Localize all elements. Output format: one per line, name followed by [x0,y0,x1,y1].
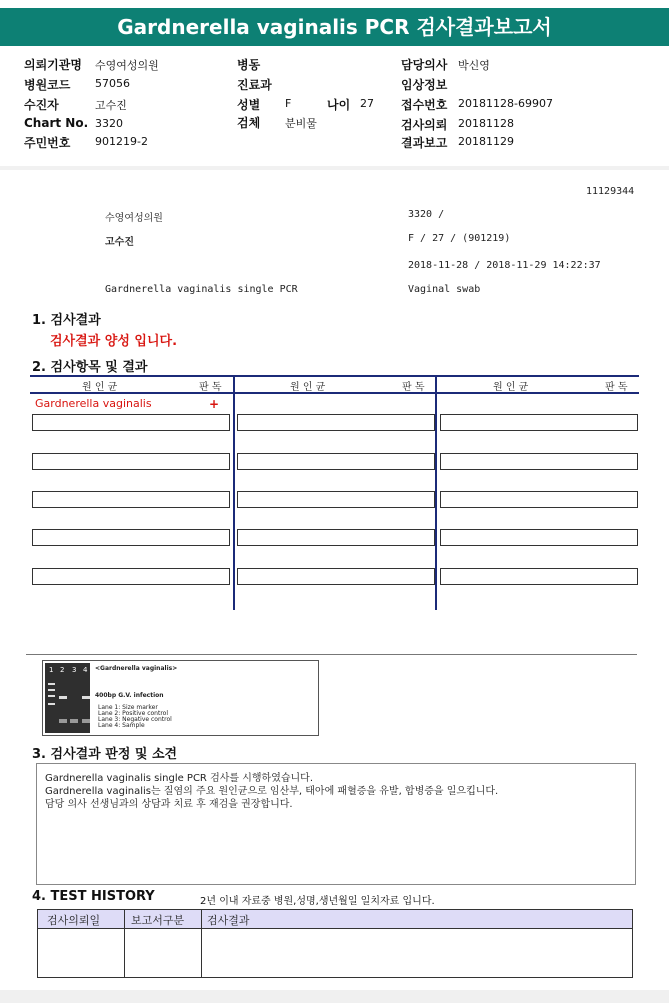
header-separator [0,166,669,170]
result-box [32,491,230,508]
gel-legend: Lane 4: Sample [98,722,145,729]
opinion-line: Gardnerella vaginalis는 질염의 주요 원인균으로 임산부, 태아에 패혈증을 유발, 합병증을 일으킵니다. [45,786,499,797]
test-history-table [37,909,633,978]
result-box [440,568,638,585]
lane-label: 1 [49,666,54,674]
report-clinic: 수영여성의원 [105,213,163,224]
column-divider-1 [233,375,235,610]
gel-legend: Lane 1: Size marker [98,704,158,711]
column-divider-2 [435,375,437,610]
report-test-name: Gardnerella vaginalis single PCR [105,284,298,295]
result-box [32,414,230,431]
gel-band [70,719,78,723]
value-specimen: 분비물 [285,117,317,130]
table-header-rule [30,392,639,394]
lane-label: 3 [72,666,77,674]
opinion-box [36,763,636,885]
value-request-date: 20181128 [458,117,514,130]
report-sex-age: F / 27 / (901219) [408,233,511,244]
history-note: 2년 이내 자료중 병원,성명,생년월일 일치자료 입니다. [200,896,435,907]
label-hospital-code: 병원코드 [24,78,71,92]
result-box [237,491,435,508]
result-box [440,453,638,470]
gel-band [48,695,55,697]
history-column-divider [201,910,202,977]
value-hospital-code: 57056 [95,77,130,90]
gel-legend: Lane 3: Negative control [98,716,172,723]
section4-heading: 4. TEST HISTORY [32,889,155,904]
col-pathogen-2: 원 인 균 [290,382,326,393]
result-box [237,414,435,431]
organism-judgement: + [209,397,220,411]
label-chart-no: Chart No. [24,116,89,130]
gel-title: <Gardnerella vaginalis> [95,665,178,672]
result-box [440,529,638,546]
value-age: 27 [360,97,374,110]
gel-band-label: 400bp G.V. infection [95,692,164,699]
gel-band [48,683,55,685]
history-header-row [38,910,632,929]
result-box [32,568,230,585]
label-clinical-info: 임상정보 [401,78,448,92]
report-patient: 고수진 [105,237,134,248]
label-ward: 병동 [237,58,261,72]
gel-electrophoresis-image [42,660,319,736]
history-col-request-date: 검사의뢰일 [47,914,101,927]
gel-legend: Lane 2: Positive control [98,710,169,717]
gel-band [48,689,55,691]
gel-band [59,719,67,723]
result-positive-text: 검사결과 양성 입니다. [50,334,178,349]
col-pathogen-3: 원 인 균 [493,382,529,393]
label-request-date: 검사의뢰 [401,118,448,132]
value-report-date: 20181129 [458,135,514,148]
col-pathogen-1: 원 인 균 [82,382,118,393]
label-institution: 의뢰기관명 [24,58,82,72]
gel-band [59,696,67,699]
gel-band [48,703,55,705]
section2-heading: 2. 검사항목 및 결과 [32,360,148,375]
label-receipt-no: 접수번호 [401,98,448,112]
value-chart-no: 3320 [95,117,123,130]
result-box [32,529,230,546]
value-doctor: 박신영 [458,59,490,72]
report-header [0,50,669,167]
history-column-divider [124,910,125,977]
gel-band [82,696,90,699]
label-department: 진료과 [237,78,272,92]
value-institution: 수영여성의원 [95,59,159,72]
label-specimen: 검체 [237,116,261,130]
result-box [237,453,435,470]
value-sex: F [285,97,292,110]
result-box [440,491,638,508]
history-col-result: 검사결과 [207,914,250,927]
lane-label: 2 [60,666,65,674]
report-chart: 3320 / [408,209,445,220]
opinion-line: Gardnerella vaginalis single PCR 검사를 시행하였습니다. [45,773,314,784]
value-patient: 고수진 [95,99,127,112]
value-resident-no: 901219-2 [95,135,148,148]
gel-photo [45,663,90,733]
label-doctor: 담당의사 [401,58,448,72]
result-box [237,529,435,546]
label-resident-no: 주민번호 [24,136,71,150]
report-title: Gardnerella vaginalis PCR 검사결과보고서 [0,8,669,46]
gel-band [82,719,90,723]
table-top-rule [30,375,639,377]
label-report-date: 결과보고 [401,136,448,150]
organism-name: Gardnerella vaginalis [35,397,152,410]
col-judgement-3: 판 독 [605,382,628,393]
result-box [237,568,435,585]
label-patient: 수진자 [24,98,59,112]
report-specimen: Vaginal swab [408,284,481,295]
page-bottom-margin [0,990,669,1003]
result-box [440,414,638,431]
label-age: 나이 [327,98,351,112]
col-judgement-2: 판 독 [402,382,425,393]
history-col-report-type: 보고서구분 [131,914,185,927]
col-judgement-1: 판 독 [199,382,222,393]
section1-heading: 1. 검사결과 [32,313,101,328]
result-box [32,453,230,470]
lane-label: 4 [83,666,88,674]
opinion-line: 담당 의사 선생님과의 상담과 치료 후 재검을 권장합니다. [45,799,293,810]
label-sex: 성별 [237,98,261,112]
report-code: 11129344 [586,186,635,197]
report-dates: 2018-11-28 / 2018-11-29 14:22:37 [408,260,601,271]
value-receipt-no: 20181128-69907 [458,97,553,110]
section3-heading: 3. 검사결과 판정 및 소견 [32,747,178,762]
